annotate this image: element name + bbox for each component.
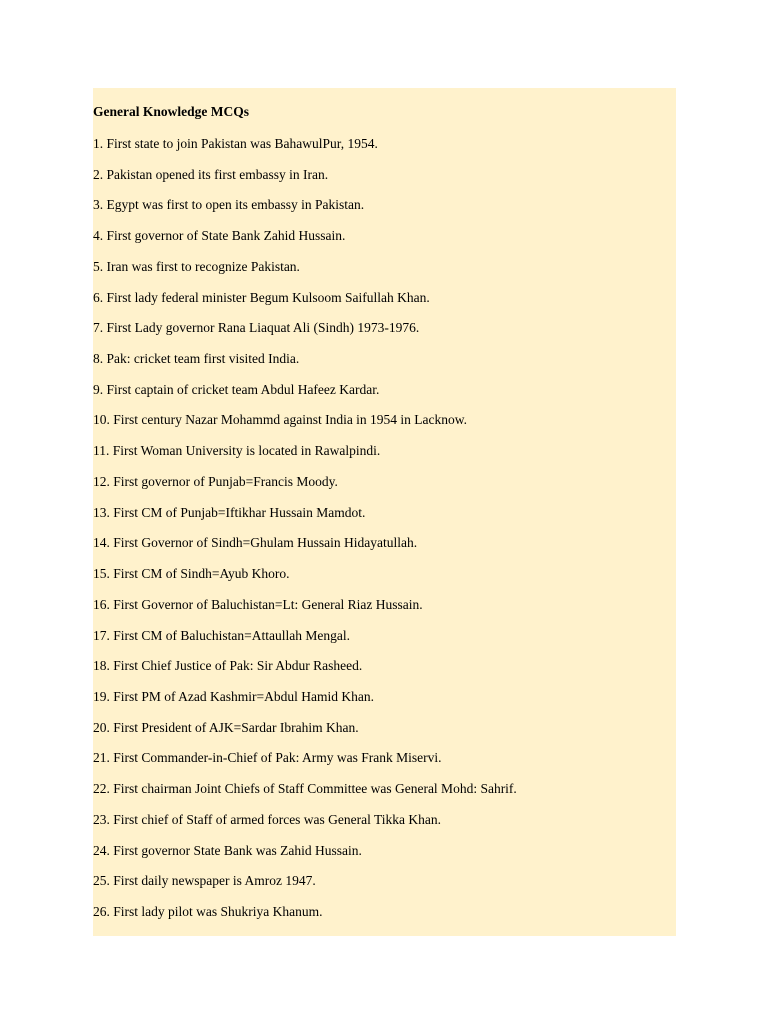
list-item: 25. First daily newspaper is Amroz 1947. — [93, 873, 316, 889]
list-item: 19. First PM of Azad Kashmir=Abdul Hamid Khan. — [93, 688, 374, 704]
list-item: 12. First governor of Punjab=Francis Moody. — [93, 473, 338, 489]
list-item: 24. First governor State Bank was Zahid Hussain. — [93, 842, 362, 858]
list-item: 5. Iran was first to recognize Pakistan. — [93, 258, 300, 274]
mcq-list — [93, 135, 517, 934]
list-item: 3. Egypt was first to open its embassy in Pakistan. — [93, 197, 365, 213]
list-item: 21. First Commander-in-Chief of Pak: Army was Frank Miservi. — [93, 750, 442, 766]
list-item: 26. First lady pilot was Shukriya Khanum. — [93, 903, 323, 919]
list-item: 14. First Governor of Sindh=Ghulam Hussain Hidayatullah. — [93, 535, 418, 551]
list-item: 17. First CM of Baluchistan=Attaullah Mengal. — [93, 627, 350, 643]
list-item: 1. First state to join Pakistan was BahawulPur, 1954. — [93, 136, 378, 151]
list-item: 22. First chairman Joint Chiefs of Staff Committee was General Mohd: Sahrif. — [93, 781, 517, 797]
list-item: 4. First governor of State Bank Zahid Hussain. — [93, 228, 346, 244]
list-item: 8. Pak: cricket team first visited India. — [93, 351, 300, 367]
list-item: 18. First Chief Justice of Pak: Sir Abdur Rasheed. — [93, 658, 363, 674]
list-item: 20. First President of AJK=Sardar Ibrahim Khan. — [93, 719, 359, 735]
list-item: 9. First captain of cricket team Abdul Hafeez Kardar. — [93, 381, 380, 397]
list-item: 16. First Governor of Baluchistan=Lt: General Riaz Hussain. — [93, 596, 423, 612]
list-item: 15. First CM of Sindh=Ayub Khoro. — [93, 566, 290, 582]
list-item: 2. Pakistan opened its first embassy in Iran. — [93, 166, 329, 182]
list-item: 10. First century Nazar Mohammd against India in 1954 in Lacknow. — [93, 412, 468, 428]
list-item: 23. First chief of Staff of armed forces was General Tikka Khan. — [93, 811, 442, 827]
list-item: 11. First Woman University is located in Rawalpindi. — [93, 443, 381, 459]
document-title: General Knowledge MCQs — [93, 104, 249, 119]
list-item: 7. First Lady governor Rana Liaquat Ali (Sindh) 1973-1976. — [93, 320, 420, 336]
list-item: 13. First CM of Punjab=Iftikhar Hussain Mamdot. — [93, 504, 366, 520]
list-item: 6. First lady federal minister Begum Kulsoom Saifullah Khan. — [93, 289, 430, 305]
